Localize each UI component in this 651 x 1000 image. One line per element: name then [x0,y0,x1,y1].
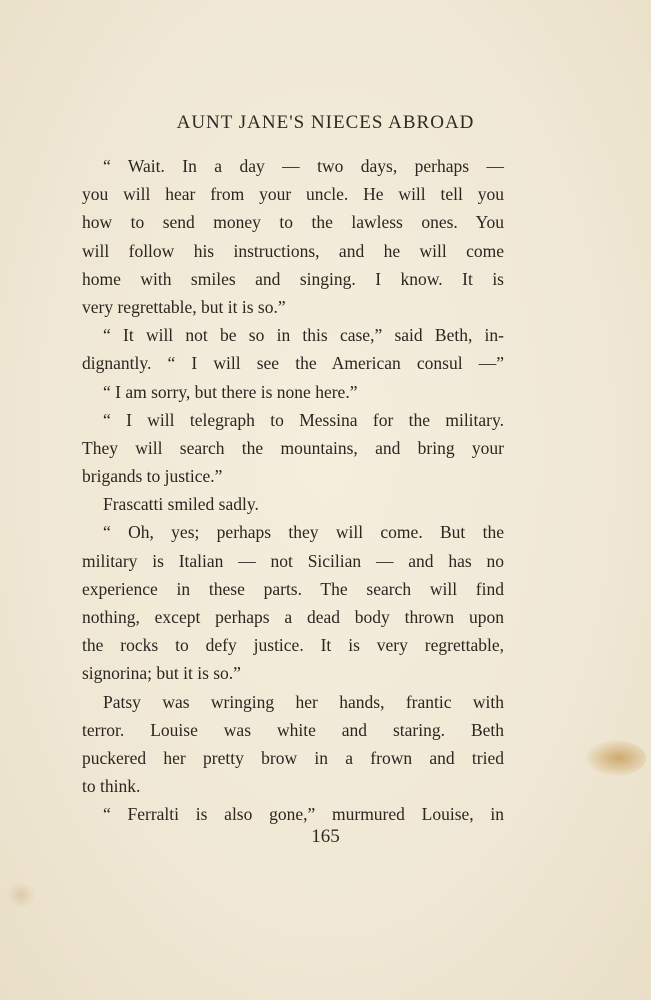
text-line: terror. Louise was white and staring. Beth [82,719,504,740]
age-stain [586,740,646,776]
text-line: you will hear from your uncle. He will tell you [82,184,504,205]
text-line: will follow his instructions, and he will come [82,240,504,261]
text-line: Patsy was wringing her hands, frantic with [103,691,504,712]
text-line: home with smiles and singing. I know. It is [82,268,504,289]
text-line: dignantly. “ I will see the American consul —” [82,353,504,374]
text-line: brigands to justice.” [82,466,223,487]
text-line: “ Oh, yes; perhaps they will come. But the [103,522,504,543]
text-line: very regrettable, but it is so.” [82,296,286,317]
text-line: signorina; but it is so.” [82,663,241,684]
body-text [82,152,504,829]
text-line: experience in these parts. The search will find [82,578,504,599]
text-line: the rocks to defy justice. It is very regrettable, [82,635,504,656]
text-line: puckered her pretty brow in a frown and tried [82,747,504,768]
page-number: 165 [311,826,340,847]
text-line: how to send money to the lawless ones. You [82,212,504,233]
text-line: to think. [82,776,141,797]
age-speck [6,882,36,908]
text-line: They will search the mountains, and bring your [82,437,504,458]
text-line: “ It will not be so in this case,” said Beth, in- [103,325,504,346]
text-line: “ Ferralti is also gone,” murmured Louise, in [103,804,504,825]
text-line: “ I am sorry, but there is none here.” [103,381,358,402]
text-line: military is Italian — not Sicilian — and has no [82,550,504,571]
text-line: “ Wait. In a day — two days, perhaps — [103,156,504,176]
text-line: nothing, except perhaps a dead body thrown upon [82,607,504,627]
text-line: Frascatti smiled sadly. [103,494,259,515]
text-line: “ I will telegraph to Messina for the military. [103,409,504,430]
running-head: AUNT JANE'S NIECES ABROAD [176,112,475,133]
